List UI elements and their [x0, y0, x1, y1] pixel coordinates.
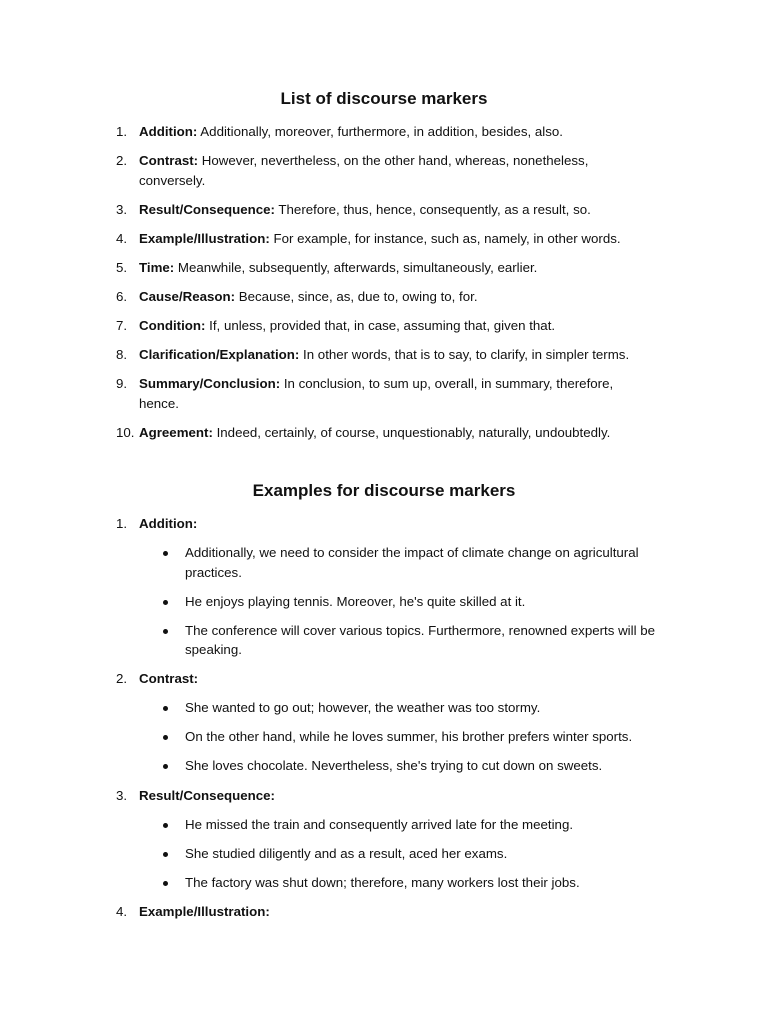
list-item	[116, 229, 699, 249]
category-label: Result/Consequence:	[139, 787, 275, 803]
item-number: 7.	[116, 318, 128, 334]
example-sentence: She wanted to go out; however, the weather was too stormy.	[185, 700, 541, 716]
marker-words: In conclusion, to sum up, overall, in summary, therefore, hence.	[139, 376, 614, 411]
category-label: Condition:	[139, 318, 206, 334]
example-sentences	[139, 543, 699, 660]
marker-words: If, unless, provided that, in case, assuming that, given that.	[205, 318, 556, 334]
marker-words: Meanwhile, subsequently, afterwards, simultaneously, earlier.	[174, 259, 538, 275]
marker-words: Therefore, thus, hence, consequently, as a result, so.	[274, 201, 591, 217]
bullet-icon	[163, 629, 168, 634]
category-label: Summary/Conclusion:	[139, 376, 281, 392]
example-sentence: The conference will cover various topics. Furthermore, renowned experts will be speaking.	[185, 622, 656, 658]
list-item	[116, 316, 699, 336]
example-sentence: On the other hand, while he loves summer, his brother prefers winter sports.	[185, 729, 633, 745]
example-sentence: Additionally, we need to consider the impact of climate change on agricultural practices.	[185, 545, 639, 580]
list-item	[185, 621, 675, 660]
list-item	[185, 815, 685, 835]
category-label: Cause/Reason:	[139, 288, 236, 304]
marker-words: Because, since, as, due to, owing to, for.	[235, 288, 478, 304]
bullet-icon	[163, 881, 168, 886]
examples-list	[0, 514, 699, 931]
list-item	[116, 287, 699, 307]
list-item	[116, 786, 699, 893]
item-number: 2.	[116, 671, 128, 687]
bullet-icon	[163, 706, 168, 711]
item-number: 4.	[116, 230, 128, 246]
bullet-icon	[163, 735, 168, 740]
list-item	[185, 698, 685, 718]
category-label: Time:	[139, 259, 175, 275]
list-item	[116, 122, 699, 142]
item-number: 6.	[116, 288, 128, 304]
list-item	[116, 514, 699, 660]
list-item	[116, 902, 699, 922]
example-sentences	[139, 698, 699, 776]
list-item	[185, 727, 685, 747]
list-item	[185, 592, 685, 612]
marker-words: In other words, that is to say, to clarify, in simpler terms.	[299, 347, 630, 363]
list-item	[185, 844, 685, 864]
category-label: Addition:	[139, 516, 198, 531]
marker-words: Additionally, moreover, furthermore, in addition, besides, also.	[197, 124, 563, 139]
item-number: 5.	[116, 259, 128, 275]
bullet-icon	[163, 551, 168, 556]
list-item	[185, 873, 685, 893]
example-sentence: He enjoys playing tennis. Moreover, he's quite skilled at it.	[185, 593, 526, 609]
list-item	[116, 423, 699, 443]
item-number: 3.	[116, 201, 128, 217]
item-number: 8.	[116, 347, 128, 363]
category-label: Example/Illustration:	[139, 230, 270, 246]
list-item	[116, 200, 699, 220]
example-sentence: The factory was shut down; therefore, many workers lost their jobs.	[185, 874, 580, 890]
category-label: Contrast:	[139, 153, 199, 169]
list-item	[116, 345, 699, 365]
item-number: 1.	[116, 516, 128, 531]
markers-list	[0, 122, 699, 452]
item-number: 1.	[116, 124, 128, 139]
example-sentences	[139, 815, 699, 893]
item-number: 10.	[116, 424, 135, 440]
marker-words: Indeed, certainly, of course, unquestionably, naturally, undoubtedly.	[212, 424, 611, 440]
bullet-icon	[163, 823, 168, 828]
item-number: 2.	[116, 153, 128, 169]
category-label: Addition:	[139, 124, 198, 139]
category-label: Clarification/Explanation:	[139, 347, 300, 363]
example-sentence: He missed the train and consequently arrived late for the meeting.	[185, 816, 574, 832]
list-item	[116, 258, 699, 278]
example-sentence: She loves chocolate. Nevertheless, she's trying to cut down on sweets.	[185, 758, 603, 774]
list-item	[116, 374, 649, 413]
examples-heading: Examples for discourse markers	[252, 481, 516, 500]
list-item	[185, 543, 685, 582]
bullet-icon	[163, 852, 168, 857]
marker-words: For example, for instance, such as, namely, in other words.	[269, 230, 621, 246]
list-heading: List of discourse markers	[280, 89, 488, 108]
list-item	[116, 151, 629, 190]
item-number: 4.	[116, 903, 128, 919]
category-label: Result/Consequence:	[139, 201, 275, 217]
list-item	[116, 669, 699, 776]
bullet-icon	[163, 764, 168, 769]
category-label: Example/Illustration:	[139, 903, 270, 919]
item-number: 3.	[116, 787, 128, 803]
bullet-icon	[163, 600, 168, 605]
list-item	[185, 756, 685, 776]
example-sentence: She studied diligently and as a result, aced her exams.	[185, 845, 508, 861]
category-label: Agreement:	[139, 424, 213, 440]
item-number: 9.	[116, 376, 128, 392]
marker-words: However, nevertheless, on the other hand, whereas, nonetheless, conversely.	[139, 153, 589, 188]
category-label: Contrast:	[139, 671, 199, 687]
